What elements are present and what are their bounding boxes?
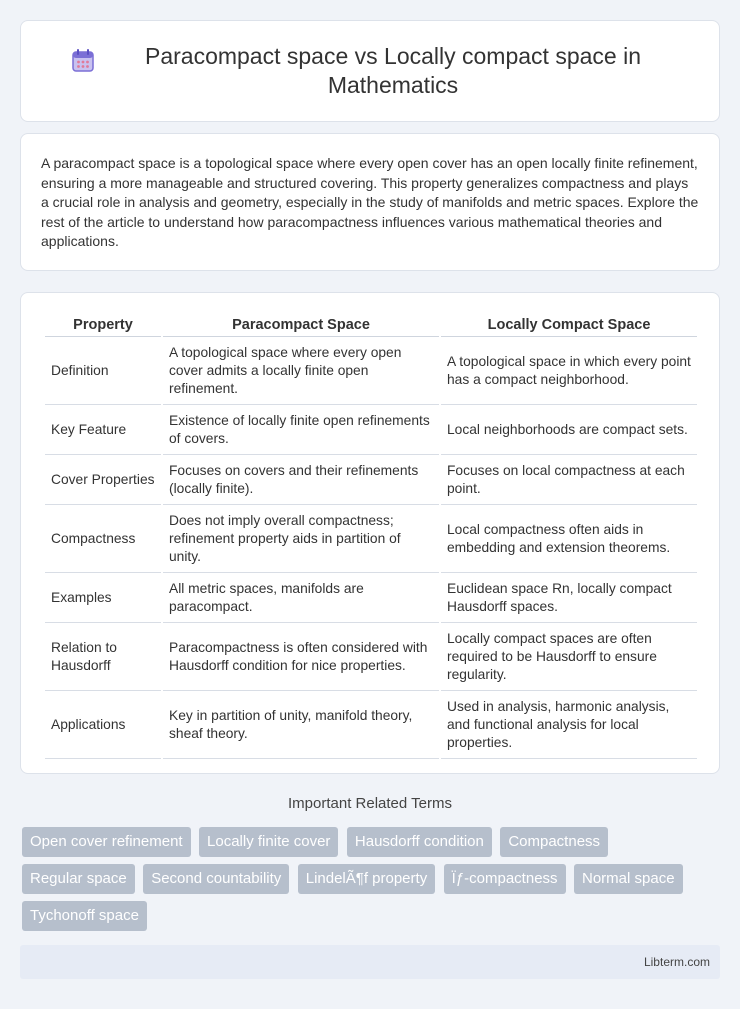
paracompact-cell: Does not imply overall compactness; refinement property aids in partition of unity. (163, 505, 439, 573)
related-term-tag[interactable]: Regular space (22, 864, 135, 894)
footer-site-link[interactable]: Libterm.com (643, 955, 710, 969)
paracompact-cell: Focuses on covers and their refinements (locally finite). (163, 455, 439, 505)
related-term-tag[interactable]: Normal space (574, 864, 683, 894)
locally-compact-cell: Local compactness often aids in embedding and extension theorems. (441, 505, 697, 573)
table-row (45, 405, 697, 455)
table-header-row (45, 313, 697, 337)
column-header-property: Property (45, 313, 161, 337)
locally-compact-cell: Used in analysis, harmonic analysis, and functional analysis for local properties. (441, 691, 697, 759)
paracompact-cell: Existence of locally finite open refinements of covers. (163, 405, 439, 455)
table-row (45, 573, 697, 623)
page-title: Paracompact space vs Locally compact space in Mathematics (144, 43, 642, 98)
comparison-table (43, 313, 699, 759)
property-cell: Relation to Hausdorff (45, 623, 161, 691)
intro-paragraph: A paracompact space is a topological space where every open cover has an open locally finite refinement, ensuring a more manageable and structured covering. This property generalizes compactness and plays a crucial role in analysis and geometry, especially in the study of manifolds and metric spaces. Explore the rest of the article to understand how paracompactness influences various mathematical theories and applications. (41, 155, 699, 249)
comparison-card (20, 292, 720, 774)
related-term-tag[interactable]: Ïƒ-compactness (444, 864, 566, 894)
property-cell: Key Feature (45, 405, 161, 455)
paracompact-cell: All metric spaces, manifolds are paracompact. (163, 573, 439, 623)
related-terms-list (22, 827, 722, 938)
locally-compact-cell: Euclidean space Rn, locally compact Hausdorff spaces. (441, 573, 697, 623)
related-terms-heading: Important Related Terms (288, 795, 452, 812)
property-cell: Applications (45, 691, 161, 759)
property-cell: Cover Properties (45, 455, 161, 505)
table-row (45, 505, 697, 573)
column-header-locally-compact: Locally Compact Space (441, 313, 697, 337)
property-cell: Definition (45, 337, 161, 405)
title-card (20, 20, 720, 122)
paracompact-cell: Key in partition of unity, manifold theory, sheaf theory. (163, 691, 439, 759)
related-term-tag[interactable]: LindelÃ¶f property (298, 864, 435, 894)
column-header-paracompact: Paracompact Space (163, 313, 439, 337)
table-row (45, 623, 697, 691)
related-term-tag[interactable]: Hausdorff condition (347, 827, 492, 857)
locally-compact-cell: Local neighborhoods are compact sets. (441, 405, 697, 455)
table-row (45, 455, 697, 505)
related-term-tag[interactable]: Tychonoff space (22, 901, 147, 931)
related-term-tag[interactable]: Locally finite cover (199, 827, 338, 857)
property-cell: Compactness (45, 505, 161, 573)
locally-compact-cell: Focuses on local compactness at each point. (441, 455, 697, 505)
related-term-tag[interactable]: Second countability (143, 864, 289, 894)
footer (20, 945, 720, 979)
calendar-icon (70, 48, 96, 74)
locally-compact-cell: A topological space in which every point has a compact neighborhood. (441, 337, 697, 405)
table-row (45, 691, 697, 759)
related-term-tag[interactable]: Open cover refinement (22, 827, 191, 857)
locally-compact-cell: Locally compact spaces are often required to be Hausdorff to ensure regularity. (441, 623, 697, 691)
paracompact-cell: A topological space where every open cover admits a locally finite open refinement. (163, 337, 439, 405)
related-term-tag[interactable]: Compactness (500, 827, 608, 857)
intro-card (20, 133, 720, 271)
property-cell: Examples (45, 573, 161, 623)
paracompact-cell: Paracompactness is often considered with Hausdorff condition for nice properties. (163, 623, 439, 691)
table-row (45, 337, 697, 405)
